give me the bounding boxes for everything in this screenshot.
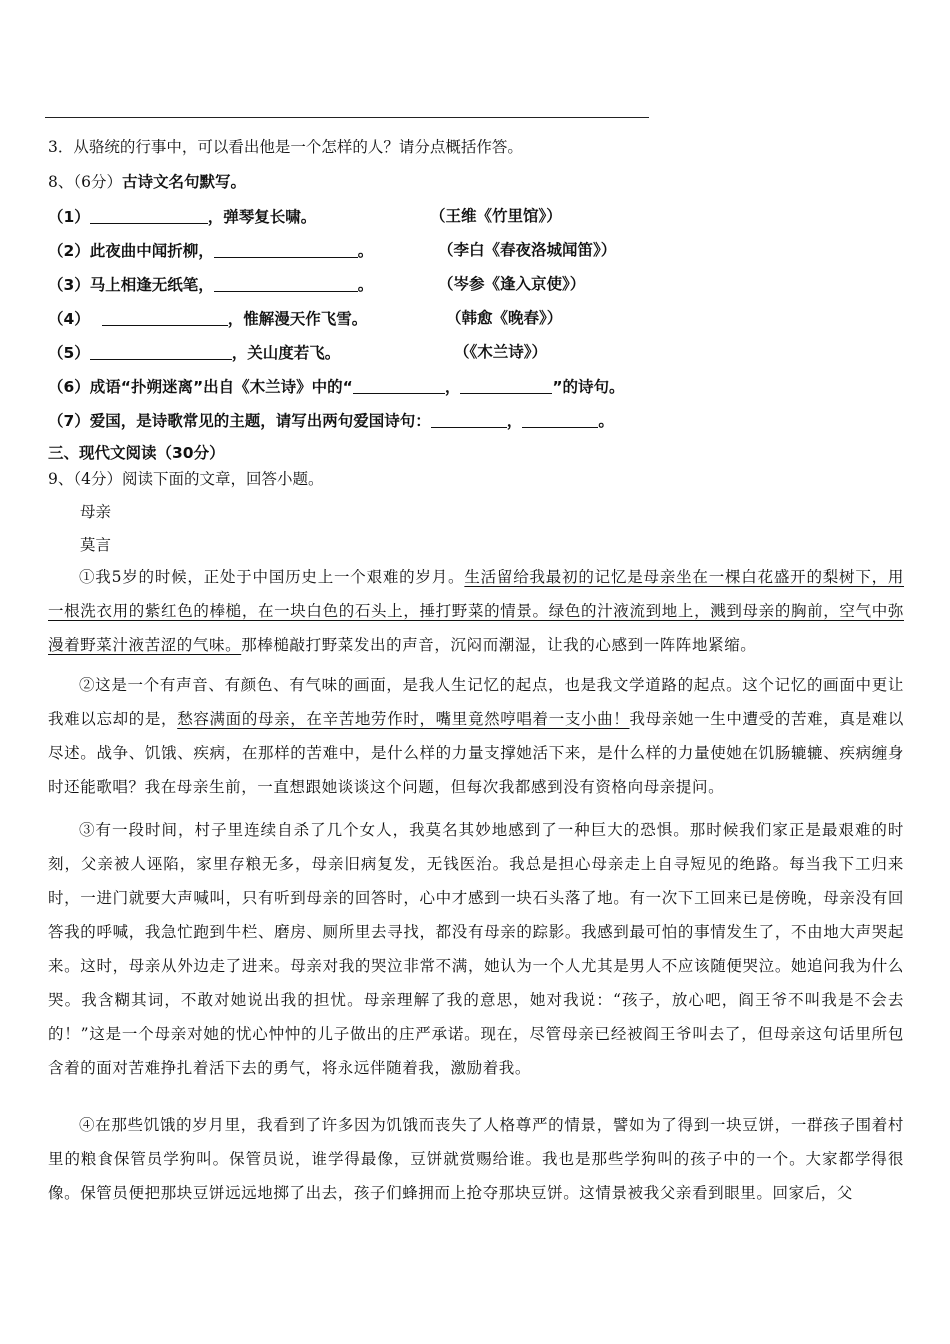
recite-1-source: （王维《竹里馆》） <box>430 207 562 225</box>
recite-4-source: （韩愈《晚春》） <box>446 309 563 327</box>
recite-5-text: ，关山度若飞。 <box>231 344 341 362</box>
recite-6-comma: ， <box>444 378 461 396</box>
recite-line-6 <box>48 376 625 397</box>
paragraph-2 <box>48 668 904 804</box>
recite-3-text: （3）马上相逢无纸笔， <box>48 276 214 294</box>
blank-3[interactable] <box>214 276 358 292</box>
blank-2[interactable] <box>214 242 358 258</box>
answer-line <box>45 117 649 118</box>
paragraph-2-start: ②这是一个有声音、有颜色、有气味的画面，是我人生记忆的起点，也是我文学道路的起点。这个记忆的画面中更让我难以忘却的是， <box>48 676 904 728</box>
article-author: 莫言 <box>80 536 112 554</box>
recite-4-label: （4） <box>48 310 90 328</box>
paragraph-2-end: 我母亲她一生中遭受的苦难，真是难以尽述。战争、饥饿、疾病，在那样的苦难中，是什么样的力量支撑她活下来，是什么样的力量使她在饥肠辘辘、疾病缠身时还能歌唱？我在母亲生前，一直想跟她谈谈这个问题，但每次我都感到没有资格向母亲提问。 <box>48 710 904 796</box>
recite-1-text: ，弹琴复长啸。 <box>207 208 317 226</box>
blank-6a[interactable] <box>353 378 445 394</box>
blank-7b[interactable] <box>522 412 598 428</box>
paragraph-4: ④在那些饥饿的岁月里，我看到了许多因为饥饿而丧失了人格尊严的情景，譬如为了得到一块豆饼，一群孩子围着村里的粮食保管员学狗叫。保管员说，谁学得最像，豆饼就赏赐给谁。我也是那些学狗叫的孩子中的一个。大家都学得很像。保管员便把那块豆饼远远地掷了出去，孩子们蜂拥而上抢夺那块豆饼。这情景被我父亲看到眼里。回家后，父 <box>48 1116 904 1202</box>
question-8-title: 古诗文名句默写。 <box>121 173 246 191</box>
blank-5[interactable] <box>90 344 232 360</box>
recite-2-text: （2）此夜曲中闻折柳， <box>48 242 214 260</box>
recite-5-source: （《木兰诗》） <box>454 343 548 361</box>
question-9: 9、（4分）阅读下面的文章，回答小题。 <box>48 470 324 488</box>
recite-2-source: （李白《春夜洛城闻笛》） <box>438 241 617 259</box>
paragraph-1-start: ①我5岁的时候，正处于中国历史上一个艰难的岁月。 <box>79 568 465 586</box>
recite-2-end: 。 <box>357 242 374 260</box>
recite-line-3 <box>48 274 373 295</box>
recite-7-text: （7）爱国，是诗歌常见的主题，请写出两句爱国诗句： <box>48 412 431 430</box>
question-3: 3．从骆统的行事中，可以看出他是一个怎样的人？请分点概括作答。 <box>48 138 523 156</box>
paragraph-2-underlined: 愁容满面的母亲，在辛苦地劳作时，嘴里竟然哼唱着一支小曲！ <box>177 710 630 728</box>
recite-line-1 <box>48 206 316 227</box>
question-8-prefix: 8、（6分） <box>48 173 122 191</box>
question-8-heading <box>48 172 246 192</box>
paragraph-3: ③有一段时间，村子里连续自杀了几个女人，我莫名其妙地感到了一种巨大的恐惧。那时候我们家正是最艰难的时刻，父亲被人诬陷，家里存粮无多，母亲旧病复发，无钱医治。我总是担心母亲走上自寻短见的绝路。每当我下工归来时，一进门就要大声喊叫，只有听到母亲的回答时，心中才感到一块石头落了地。有一次下工回来已是傍晚，母亲没有回答我的呼喊，我急忙跑到牛栏、磨房、厕所里去寻找，都没有母亲的踪影。我感到最可怕的事情发生了，不由地大声哭起来。这时，母亲从外边走了进来。母亲对我的哭泣非常不满，她认为一个人尤其是男人不应该随便哭泣。她追问我为什么哭。我含糊其词，不敢对她说出我的担忧。母亲理解了我的意思，她对我说：“孩子，放心吧，阎王爷不叫我是不会去的！”这是一个母亲对她的忧心忡忡的儿子做出的庄严承诺。现在，尽管母亲已经被阎王爷叫去了，但母亲这句话里所包含着的面对苦难挣扎着活下去的勇气，将永远伴随着我，激励着我。 <box>48 821 904 1077</box>
recite-4-text: ，惟解漫天作飞雪。 <box>227 310 368 328</box>
article-title: 母亲 <box>80 503 112 521</box>
recite-6-text: （6）成语“扑朔迷离”出自《木兰诗》中的“ <box>48 378 353 396</box>
recite-1-label: （1） <box>48 208 90 226</box>
blank-7a[interactable] <box>431 412 507 428</box>
section-3-heading: 三、现代文阅读（30分） <box>48 444 225 462</box>
paragraph-1 <box>48 560 904 662</box>
recite-line-4 <box>48 308 367 329</box>
recite-7-end: 。 <box>598 412 614 430</box>
paragraph-1-underlined: 生活留给我最初的记忆是母亲坐在一棵白花盛开的梨树下，用一根洗衣用的紫红色的棒槌，在一块白色的石头上，捶打野菜的情景。绿色的汁液流到地上，溅到母亲的胸前，空气中弥漫着野菜汁液苦涩的气味。 <box>48 568 905 654</box>
recite-line-2 <box>48 240 373 261</box>
recite-7-comma: ， <box>506 412 523 430</box>
recite-line-7 <box>48 410 614 431</box>
recite-5-label: （5） <box>48 344 90 362</box>
recite-3-end: 。 <box>357 276 374 294</box>
blank-4[interactable] <box>102 310 228 326</box>
blank-6b[interactable] <box>460 378 552 394</box>
recite-3-source: （岑参《逢入京使》） <box>438 275 586 293</box>
blank-1[interactable] <box>90 208 208 224</box>
recite-6-end: ”的诗句。 <box>552 378 625 396</box>
recite-line-5 <box>48 342 340 363</box>
paragraph-1-end: 那棒槌敲打野菜发出的声音，沉闷而潮湿，让我的心感到一阵阵地紧缩。 <box>241 636 757 654</box>
